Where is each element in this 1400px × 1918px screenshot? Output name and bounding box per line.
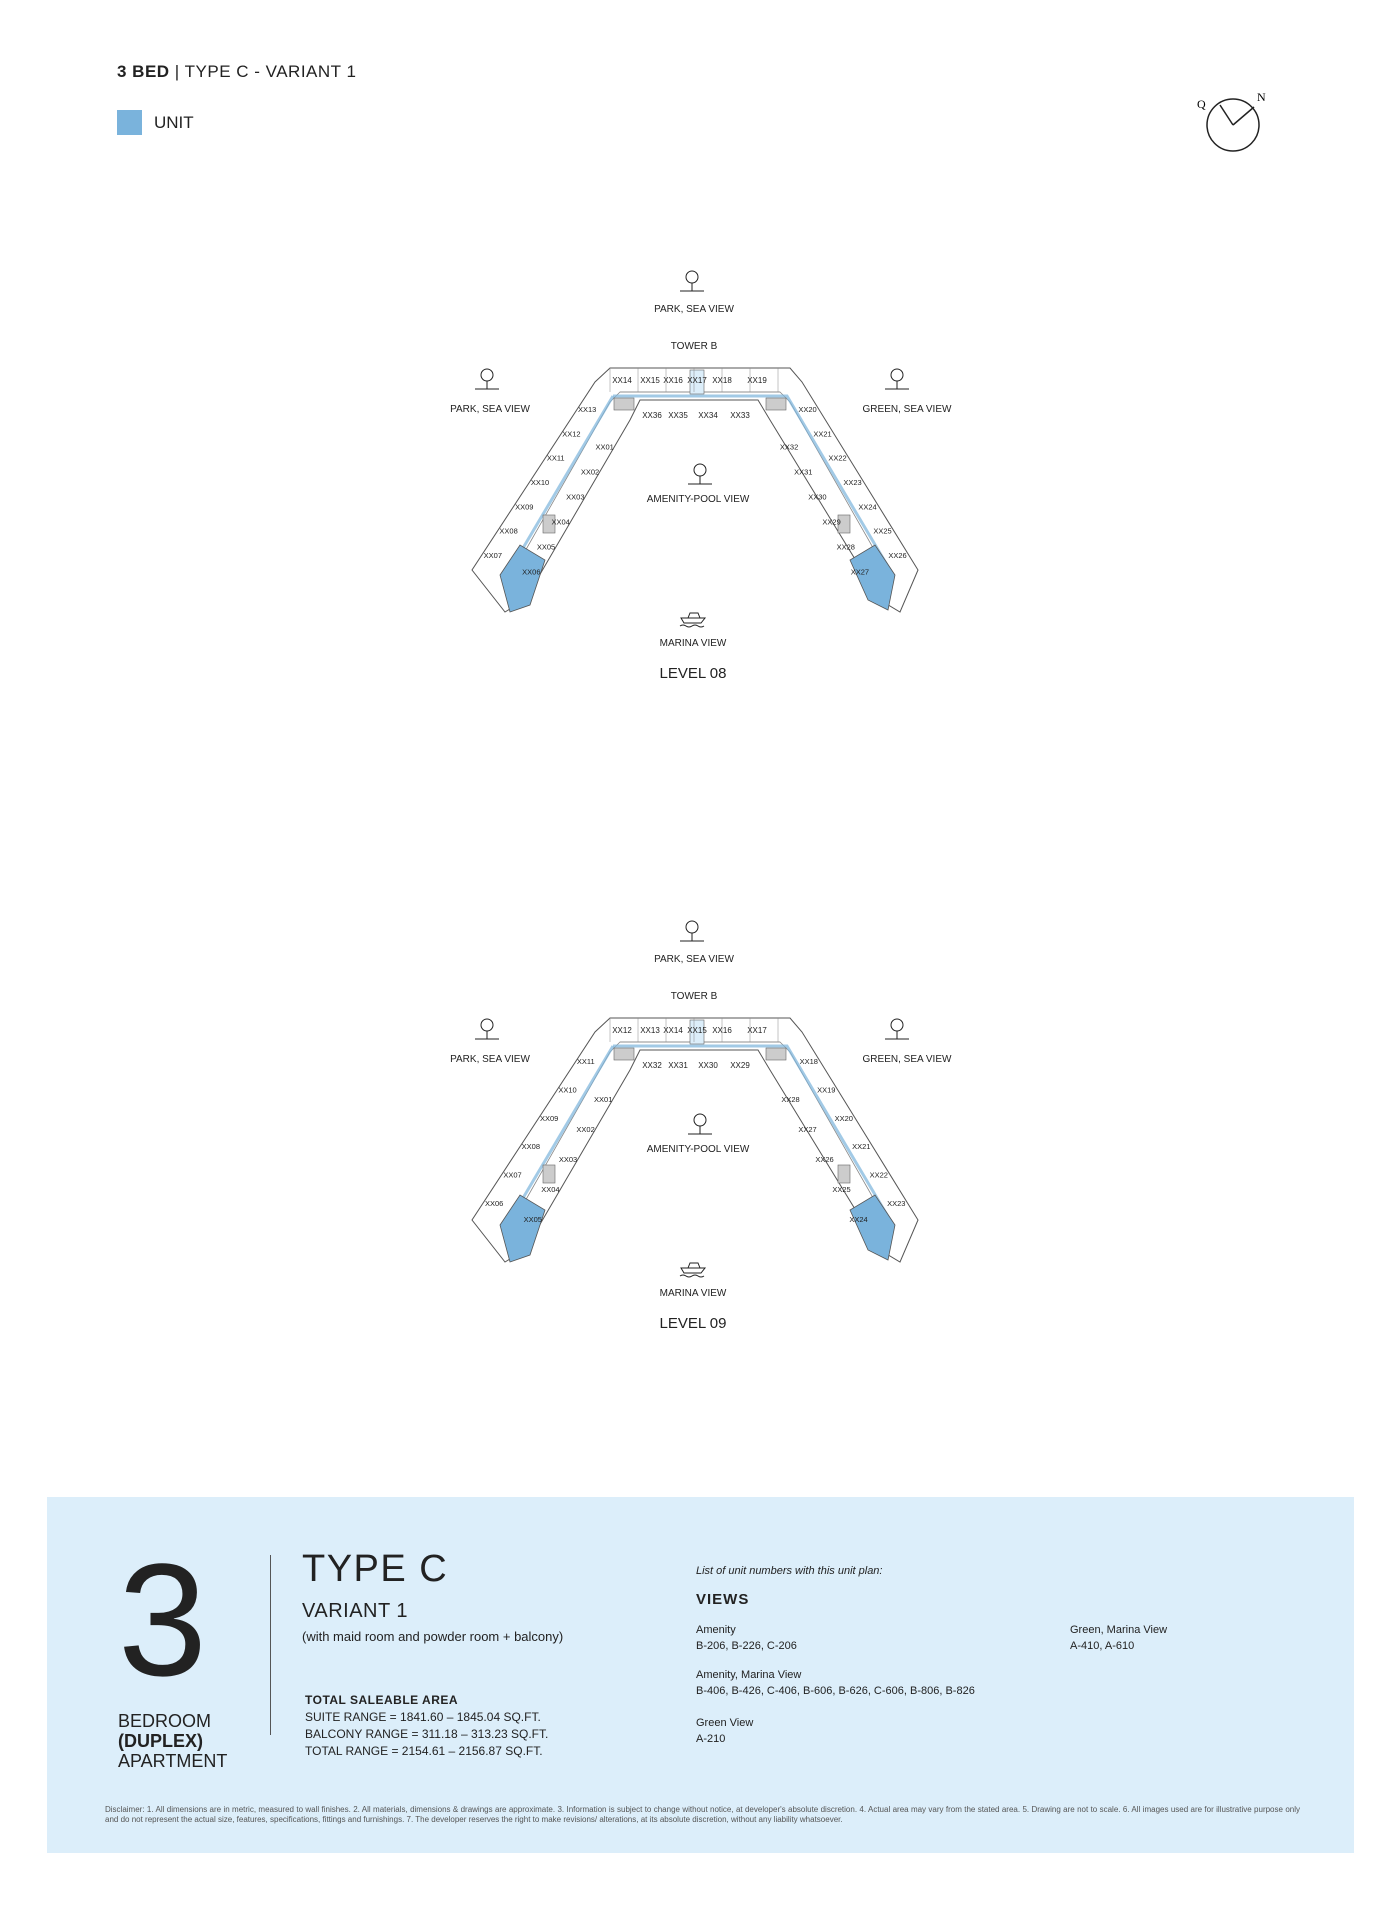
compass-n-label: N [1257, 90, 1266, 104]
unit-label: XX31 [668, 1061, 688, 1070]
unit-label: XX22 [828, 453, 847, 463]
green-tree-icon [885, 1019, 909, 1039]
unit-label: XX24 [849, 1215, 868, 1224]
unit-label: XX23 [887, 1198, 906, 1208]
unit-label: XX27 [850, 567, 870, 577]
park-tree-icon [680, 921, 704, 941]
view-label-bottom: MARINA VIEW [659, 638, 727, 649]
corridor-highlight [510, 396, 613, 570]
unit-label: XX36 [642, 411, 662, 420]
lift-core [614, 1048, 634, 1060]
total-range: TOTAL RANGE = 2154.61 – 2156.87 SQ.FT. [305, 1744, 543, 1758]
unit-label: XX23 [843, 478, 862, 487]
unit-label: XX07 [503, 1170, 522, 1180]
apt-line-3: APARTMENT [118, 1751, 228, 1771]
unit-label: XX12 [612, 1026, 632, 1035]
view-group-units: A-210 [696, 1733, 726, 1745]
park-tree-icon [475, 369, 499, 389]
disclaimer: Disclaimer: 1. All dimensions are in metric, measured to wall finishes. 2. All materials, dimensions & drawings are approximate. 3. Information is subject to change without notice, at developer's absolute discretion. 4. Actual area may vary from the stated area. 5. Drawing are not to scale. 6. All images used are for illustrative purpose only and do not represent the actual size, features, specifications, fittings and furnishings. 7. The developer reserves the right to make revisions/ alterations, at its absolute discretion, without any liability whatsoever. [105, 1805, 1300, 1824]
view-label-right: GREEN, SEA VIEW [862, 404, 952, 415]
floor-plan-2 [450, 921, 952, 1332]
view-label-right: GREEN, SEA VIEW [862, 1054, 952, 1065]
unit-label: XX03 [566, 492, 585, 502]
unit-label: XX25 [832, 1185, 851, 1194]
unit-label: XX09 [515, 502, 534, 512]
unit-label: XX35 [668, 411, 688, 420]
view-group-name: Amenity [696, 1624, 736, 1636]
unit-label: XX27 [798, 1125, 817, 1134]
unit-label: XX01 [595, 442, 614, 452]
view-label-center: AMENITY-POOL VIEW [646, 1144, 750, 1155]
unit-label: XX24 [858, 502, 877, 512]
view-group-units: B-206, B-226, C-206 [696, 1640, 797, 1652]
stair-core [838, 1165, 850, 1183]
unit-label: XX20 [834, 1113, 853, 1123]
view-label-top: PARK, SEA VIEW [654, 304, 734, 315]
unit-label: XX13 [577, 405, 597, 415]
views-heading: VIEWS [696, 1591, 750, 1608]
unit-label: XX02 [576, 1125, 595, 1134]
unit-label: XX26 [888, 550, 907, 560]
unit-label: XX06 [484, 1198, 504, 1208]
level-label: LEVEL 09 [659, 1315, 727, 1332]
type-variant: | TYPE C - VARIANT 1 [169, 62, 357, 81]
unit-label: XX11 [576, 1057, 595, 1067]
unit-label: XX30 [698, 1061, 718, 1070]
unit-label: XX29 [822, 517, 841, 527]
unit-label: XX04 [541, 1185, 560, 1194]
unit-label: XX32 [642, 1061, 662, 1070]
unit-label: XX19 [817, 1085, 836, 1095]
amenity-pool-icon [688, 1114, 712, 1134]
suite-range: SUITE RANGE = 1841.60 – 1845.04 SQ.FT. [305, 1710, 541, 1724]
tower-label: TOWER B [670, 991, 718, 1002]
view-label-bottom: MARINA VIEW [659, 1288, 727, 1299]
view-group-amenity [696, 1622, 797, 1654]
unit-label: XX10 [558, 1085, 577, 1095]
unit-label: XX07 [483, 550, 503, 560]
unit-label: XX18 [712, 376, 732, 385]
corridor-highlight [510, 1046, 613, 1220]
marina-boat-icon [680, 613, 705, 627]
unit-label: XX06 [522, 567, 541, 577]
area-heading: TOTAL SALEABLE AREA [305, 1693, 459, 1707]
unit-label: XX32 [779, 442, 799, 452]
unit-label: XX16 [663, 376, 683, 385]
unit-label: XX31 [794, 467, 813, 477]
tower-label: TOWER B [670, 341, 718, 352]
variant-subtitle: (with maid room and powder room + balcony) [302, 1629, 564, 1644]
balcony-range: BALCONY RANGE = 311.18 – 313.23 SQ.FT. [305, 1727, 549, 1741]
lift-core [614, 398, 634, 410]
unit-label: XX21 [852, 1142, 871, 1152]
bed-count: 3 BED [117, 62, 170, 81]
unit-label: XX13 [640, 1026, 660, 1035]
unit-label: XX16 [712, 1026, 732, 1035]
bedroom-count-number: 3 [118, 1530, 207, 1709]
unit-list-intro: List of unit numbers with this unit plan: [696, 1565, 883, 1577]
apt-line-2: (DUPLEX) [118, 1731, 203, 1751]
unit-label: XX29 [730, 1061, 750, 1070]
view-group-units: A-410, A-610 [1070, 1640, 1135, 1652]
unit-label: XX15 [640, 376, 660, 385]
apt-line-1: BEDROOM [118, 1711, 212, 1731]
view-label-top: PARK, SEA VIEW [654, 954, 734, 965]
unit-label: XX28 [781, 1095, 800, 1104]
variant-title: VARIANT 1 [302, 1600, 409, 1622]
amenity-pool-icon [688, 464, 712, 484]
compass-q-label: Q [1197, 97, 1206, 111]
green-tree-icon [885, 369, 909, 389]
marina-boat-icon [680, 1263, 705, 1277]
view-group-name: Green View [696, 1717, 754, 1729]
view-label-left: PARK, SEA VIEW [450, 404, 530, 415]
unit-label: XX03 [558, 1155, 578, 1164]
apartment-label [118, 1711, 227, 1771]
view-group-amenity-marina [696, 1667, 975, 1699]
unit-label: XX17 [747, 1026, 767, 1035]
unit-label: XX30 [808, 492, 827, 502]
view-group-green-marina [1070, 1622, 1167, 1654]
unit-label: XX22 [869, 1170, 888, 1180]
unit-label: XX05 [523, 1215, 542, 1224]
unit-label: XX33 [730, 411, 750, 420]
unit-label: XX26 [815, 1155, 834, 1164]
unit-label: XX09 [539, 1113, 559, 1123]
lift-core [766, 398, 786, 410]
unit-label: XX25 [873, 526, 892, 536]
unit-label: XX20 [798, 405, 817, 415]
unit-label: XX04 [551, 517, 570, 527]
unit-label: XX17 [687, 376, 707, 385]
unit-label: XX11 [546, 453, 565, 463]
unit-label: XX12 [562, 429, 581, 439]
unit-label: XX02 [580, 467, 600, 477]
view-group-name: Green, Marina View [1070, 1624, 1168, 1636]
panel-divider [270, 1555, 271, 1735]
unit-label: XX34 [698, 411, 718, 420]
legend-label: UNIT [154, 112, 194, 132]
view-label-center: AMENITY-POOL VIEW [646, 494, 750, 505]
area-block [305, 1692, 548, 1760]
floor-plan-1 [450, 271, 952, 682]
unit-label: XX14 [663, 1026, 683, 1035]
unit-label: XX01 [594, 1095, 613, 1104]
unit-label: XX18 [799, 1057, 818, 1067]
unit-label: XX19 [747, 376, 767, 385]
unit-label: XX14 [612, 376, 632, 385]
park-tree-icon [475, 1019, 499, 1039]
stair-core [543, 1165, 555, 1183]
view-group-units: B-406, B-426, C-406, B-606, B-626, C-606, B-806, B-826 [696, 1685, 975, 1697]
unit-label: XX21 [813, 429, 832, 439]
view-group-green [696, 1715, 753, 1747]
unit-label: XX08 [499, 526, 518, 536]
level-label: LEVEL 08 [659, 665, 727, 682]
unit-label: XX05 [536, 542, 556, 552]
type-title: TYPE C [302, 1548, 449, 1590]
unit-label: XX28 [836, 542, 855, 552]
park-tree-icon [680, 271, 704, 291]
unit-label: XX10 [530, 478, 550, 487]
view-label-left: PARK, SEA VIEW [450, 1054, 530, 1065]
view-group-name: Amenity, Marina View [696, 1669, 802, 1681]
lift-core [766, 1048, 786, 1060]
unit-label: XX15 [687, 1026, 707, 1035]
unit-label: XX08 [521, 1142, 541, 1152]
